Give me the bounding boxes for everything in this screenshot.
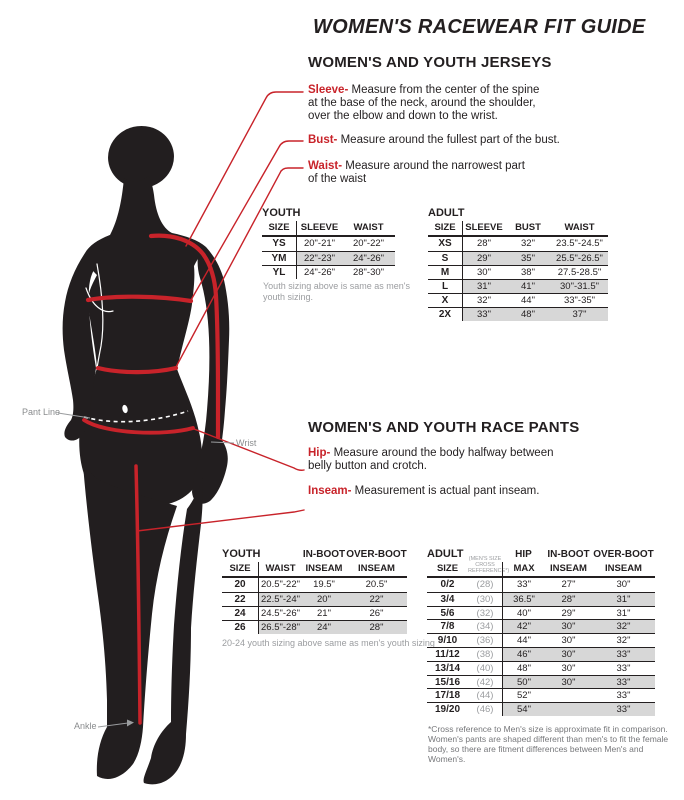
- table-cell: 32": [592, 620, 655, 633]
- table-cell: 32": [462, 294, 505, 307]
- adult-pants-table: [427, 547, 655, 716]
- table-cell: 30"-31.5": [551, 280, 608, 293]
- table-row: [428, 307, 608, 321]
- table-cell: 40": [502, 607, 545, 620]
- table-cell: 33": [592, 676, 655, 689]
- table-header-cell: WAIST: [258, 547, 302, 576]
- table-row: [428, 293, 608, 307]
- table-cell: 22: [234, 594, 246, 605]
- table-cell: (44): [476, 690, 494, 702]
- table-header-row: [262, 206, 395, 237]
- table-cell: 30": [545, 648, 592, 661]
- table-cell: 31": [616, 607, 631, 619]
- table-cell: 20"-21": [296, 237, 342, 251]
- table-cell: (34): [476, 621, 494, 633]
- table-cell: 54": [502, 703, 545, 716]
- table-header-cell: (MEN'S SIZE CROSS REFFERENCE*): [468, 556, 510, 574]
- table-cell: 44": [521, 295, 535, 306]
- sleeve-callout-label: Sleeve-: [308, 84, 349, 96]
- table-row: [222, 578, 407, 592]
- table-cell: (28): [476, 579, 494, 590]
- cross-reference-footnote: *Cross reference to Men's size is approximate fit in comparison. Women's pants are shaped different than men's to fit the female body, so there are fitment differences between Men's and Women's.: [428, 724, 669, 764]
- hip-callout-text: Measure around the body halfway between belly button and crotch.: [308, 447, 554, 473]
- table-row: [262, 265, 395, 279]
- table-cell: 5/6: [440, 607, 455, 619]
- table-header-cell: HIP MAX: [502, 547, 545, 576]
- table-header-cell: SLEEVE: [296, 206, 342, 235]
- hip-callout-label: Hip-: [308, 447, 331, 459]
- table-cell: 23.5"-24.5": [556, 238, 603, 249]
- table-cell: 33": [502, 578, 545, 592]
- table-cell: 37": [551, 308, 608, 321]
- table-cell: 24": [302, 621, 346, 634]
- table-header-cell: WAIST: [353, 222, 384, 233]
- table-cell: XS: [438, 238, 452, 249]
- table-header-cell: ADULT SIZE: [428, 207, 465, 233]
- table-cell: 52": [502, 689, 545, 702]
- table-cell: 26.5"-28": [258, 621, 302, 634]
- table-cell: (46): [476, 704, 494, 716]
- table-cell: 29": [462, 252, 505, 265]
- bust-callout-label: Bust-: [308, 134, 338, 146]
- adult-jerseys-table: [428, 206, 608, 321]
- table-cell: 30": [462, 266, 505, 279]
- table-cell: 25.5"-26.5": [551, 252, 608, 265]
- table-cell: 13/14: [434, 662, 461, 674]
- youth-jerseys-note: Youth sizing above is same as men's youth sizing.: [263, 281, 410, 302]
- table-cell: 30": [561, 635, 576, 647]
- youth-pants-note: 20-24 youth sizing above same as men's youth sizing: [222, 638, 435, 648]
- table-cell: (36): [476, 635, 494, 647]
- table-header-cell: BUST: [515, 222, 541, 233]
- hip-callout: [308, 447, 588, 473]
- table-cell: 27.5-28.5": [557, 267, 602, 278]
- table-row: [427, 675, 655, 689]
- table-cell: 20"-22": [352, 238, 385, 249]
- inseam-callout-label: Inseam-: [308, 485, 352, 497]
- table-cell: X: [441, 295, 449, 306]
- table-cell: 15/16: [434, 676, 461, 688]
- table-cell: YS: [272, 238, 286, 249]
- table-header-cell: OVER-BOOT INSEAM: [593, 549, 654, 574]
- table-header-cell: YOUTH SIZE: [262, 207, 301, 233]
- table-cell: 28": [462, 237, 505, 251]
- table-cell: 29": [561, 607, 576, 619]
- table-cell: 24"-26": [342, 252, 395, 265]
- table-row: [427, 647, 655, 661]
- table-cell: 30": [545, 620, 592, 633]
- table-cell: 22.5"-24": [258, 593, 302, 606]
- table-cell: (38): [476, 648, 494, 660]
- table-row: [427, 578, 655, 592]
- pants-section-heading: WOMEN'S AND YOUTH RACE PANTS: [308, 419, 580, 436]
- waist-callout-text: Measure around the narrowest part of the waist: [308, 160, 525, 186]
- jerseys-section-heading: WOMEN'S AND YOUTH JERSEYS: [308, 54, 552, 71]
- table-cell: 30": [561, 662, 576, 674]
- table-cell: 28"-30": [352, 267, 385, 278]
- table-cell: 30": [545, 676, 592, 689]
- table-cell: 44": [502, 634, 545, 647]
- table-cell: 20": [302, 593, 346, 606]
- table-cell: 36.5": [502, 593, 545, 606]
- table-cell: 19/20: [434, 704, 461, 716]
- bust-callout: [308, 134, 588, 147]
- table-header-row: [428, 206, 608, 237]
- table-row: [222, 620, 407, 634]
- table-cell: 33": [462, 308, 505, 321]
- table-cell: 2X: [438, 309, 452, 320]
- table-cell: L: [441, 281, 449, 292]
- page-title: WOMEN'S RACEWEAR FIT GUIDE: [313, 16, 646, 38]
- table-cell: M: [440, 267, 450, 278]
- table-cell: 48": [505, 308, 551, 321]
- youth-pants-table: [222, 547, 407, 634]
- table-cell: YL: [272, 267, 286, 278]
- table-header-cell: ADULT SIZE: [427, 548, 464, 574]
- table-header-row: [427, 547, 655, 578]
- table-cell: 9/10: [437, 635, 458, 647]
- table-row: [222, 606, 407, 620]
- table-cell: 7/8: [440, 621, 455, 633]
- table-cell: S: [441, 253, 449, 264]
- table-cell: (42): [476, 676, 494, 688]
- table-header-cell: SLEEVE: [462, 206, 505, 235]
- bust-callout-text: Measure around the fullest part of the bust.: [340, 134, 560, 146]
- table-cell: 20: [234, 579, 246, 590]
- pant-line-label: Pant Line: [22, 407, 61, 417]
- table-row: [427, 619, 655, 633]
- table-header-cell: OVER-BOOT INSEAM: [346, 549, 407, 574]
- table-cell: 24: [234, 608, 246, 619]
- table-cell: YM: [271, 253, 287, 264]
- table-cell: 11/12: [435, 648, 460, 660]
- table-header-row: [222, 547, 407, 578]
- ankle-label: Ankle: [74, 721, 97, 731]
- body-silhouette: [63, 122, 230, 784]
- table-cell: (40): [476, 662, 494, 674]
- table-cell: 22": [346, 593, 407, 606]
- table-cell: 28": [545, 593, 592, 606]
- table-row: [428, 279, 608, 293]
- table-cell: 48": [502, 662, 545, 675]
- table-row: [427, 702, 655, 716]
- table-cell: 22"-23": [296, 252, 342, 265]
- torso: [79, 176, 206, 506]
- table-cell: [545, 689, 592, 702]
- table-cell: 19.5": [313, 579, 335, 590]
- table-cell: 46": [502, 648, 545, 661]
- table-cell: 21": [317, 608, 331, 619]
- table-cell: 35": [505, 252, 551, 265]
- table-header-cell: IN-BOOT INSEAM: [547, 549, 590, 574]
- table-row: [222, 592, 407, 606]
- waist-callout-label: Waist-: [308, 160, 343, 172]
- table-row: [427, 606, 655, 620]
- table-cell: 26": [369, 608, 384, 619]
- youth-jerseys-table: [262, 206, 395, 279]
- sleeve-callout-text: Measure from the center of the spine at the base of the neck, around the shoulder, over the elbow and down to the wrist.: [308, 84, 540, 123]
- table-cell: 20.5"-22": [258, 578, 302, 592]
- table-cell: 32": [616, 635, 631, 647]
- table-cell: 33"-35": [563, 295, 596, 306]
- table-cell: 20.5": [365, 579, 388, 590]
- table-cell: 28": [346, 621, 407, 634]
- waist-callout: [308, 160, 588, 186]
- table-header-cell: YOUTH SIZE: [222, 548, 261, 574]
- table-row: [427, 633, 655, 647]
- table-header-cell: IN-BOOT INSEAM: [302, 549, 346, 574]
- table-row: [262, 237, 395, 251]
- table-row: [427, 661, 655, 675]
- sleeve-callout: [308, 84, 588, 124]
- table-cell: 17/18: [434, 690, 461, 702]
- table-cell: 26: [234, 622, 246, 633]
- table-cell: 33": [616, 662, 631, 674]
- table-cell: 33": [616, 690, 631, 702]
- table-row: [428, 265, 608, 279]
- table-row: [427, 688, 655, 702]
- table-cell: 33": [592, 648, 655, 661]
- table-cell: 42": [502, 620, 545, 633]
- inseam-callout-text: Measurement is actual pant inseam.: [354, 485, 540, 497]
- table-cell: 31": [592, 593, 655, 606]
- table-cell: 30": [616, 579, 631, 590]
- table-cell: 32": [521, 238, 535, 249]
- table-cell: (30): [476, 593, 494, 605]
- table-header-cell: WAIST: [564, 222, 595, 233]
- table-cell: 0/2: [440, 579, 455, 590]
- table-cell: 38": [521, 267, 535, 278]
- table-cell: [545, 703, 592, 716]
- table-cell: 33": [592, 703, 655, 716]
- table-row: [427, 592, 655, 606]
- table-row: [428, 251, 608, 265]
- table-cell: (32): [476, 607, 494, 619]
- table-cell: 27": [561, 579, 576, 590]
- table-cell: 41": [505, 280, 551, 293]
- table-cell: 3/4: [440, 593, 455, 605]
- table-cell: 50": [502, 676, 545, 689]
- table-row: [262, 251, 395, 265]
- inseam-callout: [308, 485, 588, 498]
- table-cell: 24"-26": [296, 266, 342, 279]
- table-cell: 24.5"-26": [258, 607, 302, 620]
- table-row: [428, 237, 608, 251]
- table-cell: 31": [462, 280, 505, 293]
- wrist-label: Wrist: [236, 438, 257, 448]
- right-arm: [192, 247, 229, 504]
